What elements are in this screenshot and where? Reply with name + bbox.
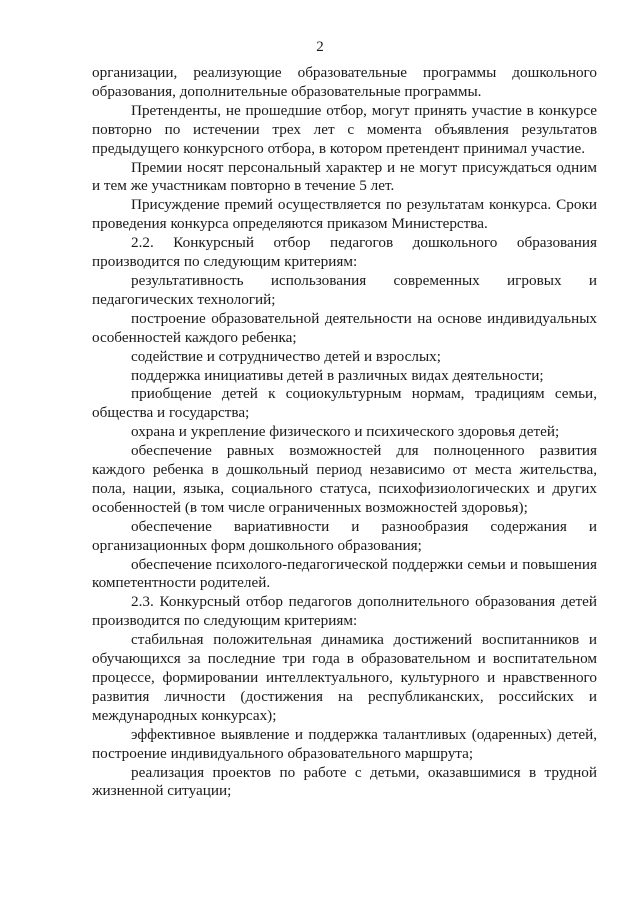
criterion-item: стабильная положительная динамика достижений воспитанников и обучающихся за последние три года в образовательном и воспитательном процессе, формировании интеллектуального, культурного и нравственного развития личности (достижения на республиканских, российских и международных конкурсах); (92, 631, 597, 724)
criterion-item: обеспечение вариативности и разнообразия содержания и организационных форм дошкольного образования; (92, 517, 597, 554)
criterion-item: обеспечение психолого-педагогической поддержки семьи и повышения компетентности родителей. (92, 555, 597, 592)
criterion-item: эффективное выявление и поддержка талантливых (одаренных) детей, построение индивидуального образовательного маршрута; (92, 725, 597, 762)
section-2-2-heading: 2.2. Конкурсный отбор педагогов дошкольного образования производится по следующим критериям: (92, 234, 597, 271)
criterion-item: реализация проектов по работе с детьми, оказавшимися в трудной жизненной ситуации; (92, 763, 597, 800)
criterion-item: охрана и укрепление физического и психического здоровья детей; (131, 423, 560, 441)
paragraph-continuation: организации, реализующие образовательные программы дошкольного образования, дополнительные образовательные программы. (92, 64, 597, 100)
criterion-item: приобщение детей к социокультурным нормам, традициям семьи, общества и государства; (92, 385, 597, 422)
criterion-item: содействие и сотрудничество детей и взрослых; (131, 347, 441, 365)
criterion-item: результативность использования современных игровых и педагогических технологий; (92, 271, 597, 308)
paragraph-award-terms: Присуждение премий осуществляется по результатам конкурса. Сроки проведения конкурса определяются приказом Министерства. (92, 196, 597, 233)
paragraph-repeat-participation: Претенденты, не прошедшие отбор, могут принять участие в конкурсе повторно по истечении трех лет с момента объявления результатов предыдущего конкурсного отбора, в котором претендент принимал участие. (92, 101, 597, 157)
page-number: 2 (316, 39, 324, 55)
criterion-item: построение образовательной деятельности на основе индивидуальных особенностей каждого ребенка; (92, 309, 597, 346)
criterion-item: обеспечение равных возможностей для полноценного развития каждого ребенка в дошкольный период независимо от места жительства, пола, нации, языка, социального статуса, психофизиологических и других особенностей (в том числе ограниченных возможностей здоровья); (92, 442, 597, 516)
document-body (92, 64, 597, 801)
section-2-3-heading: 2.3. Конкурсный отбор педагогов дополнительного образования детей производится по следующим критериям: (92, 593, 597, 630)
paragraph-personal-award: Премии носят персональный характер и не могут присуждаться одним и тем же участникам повторно в течение 5 лет. (92, 158, 597, 195)
criterion-item: поддержка инициативы детей в различных видах деятельности; (131, 366, 544, 384)
